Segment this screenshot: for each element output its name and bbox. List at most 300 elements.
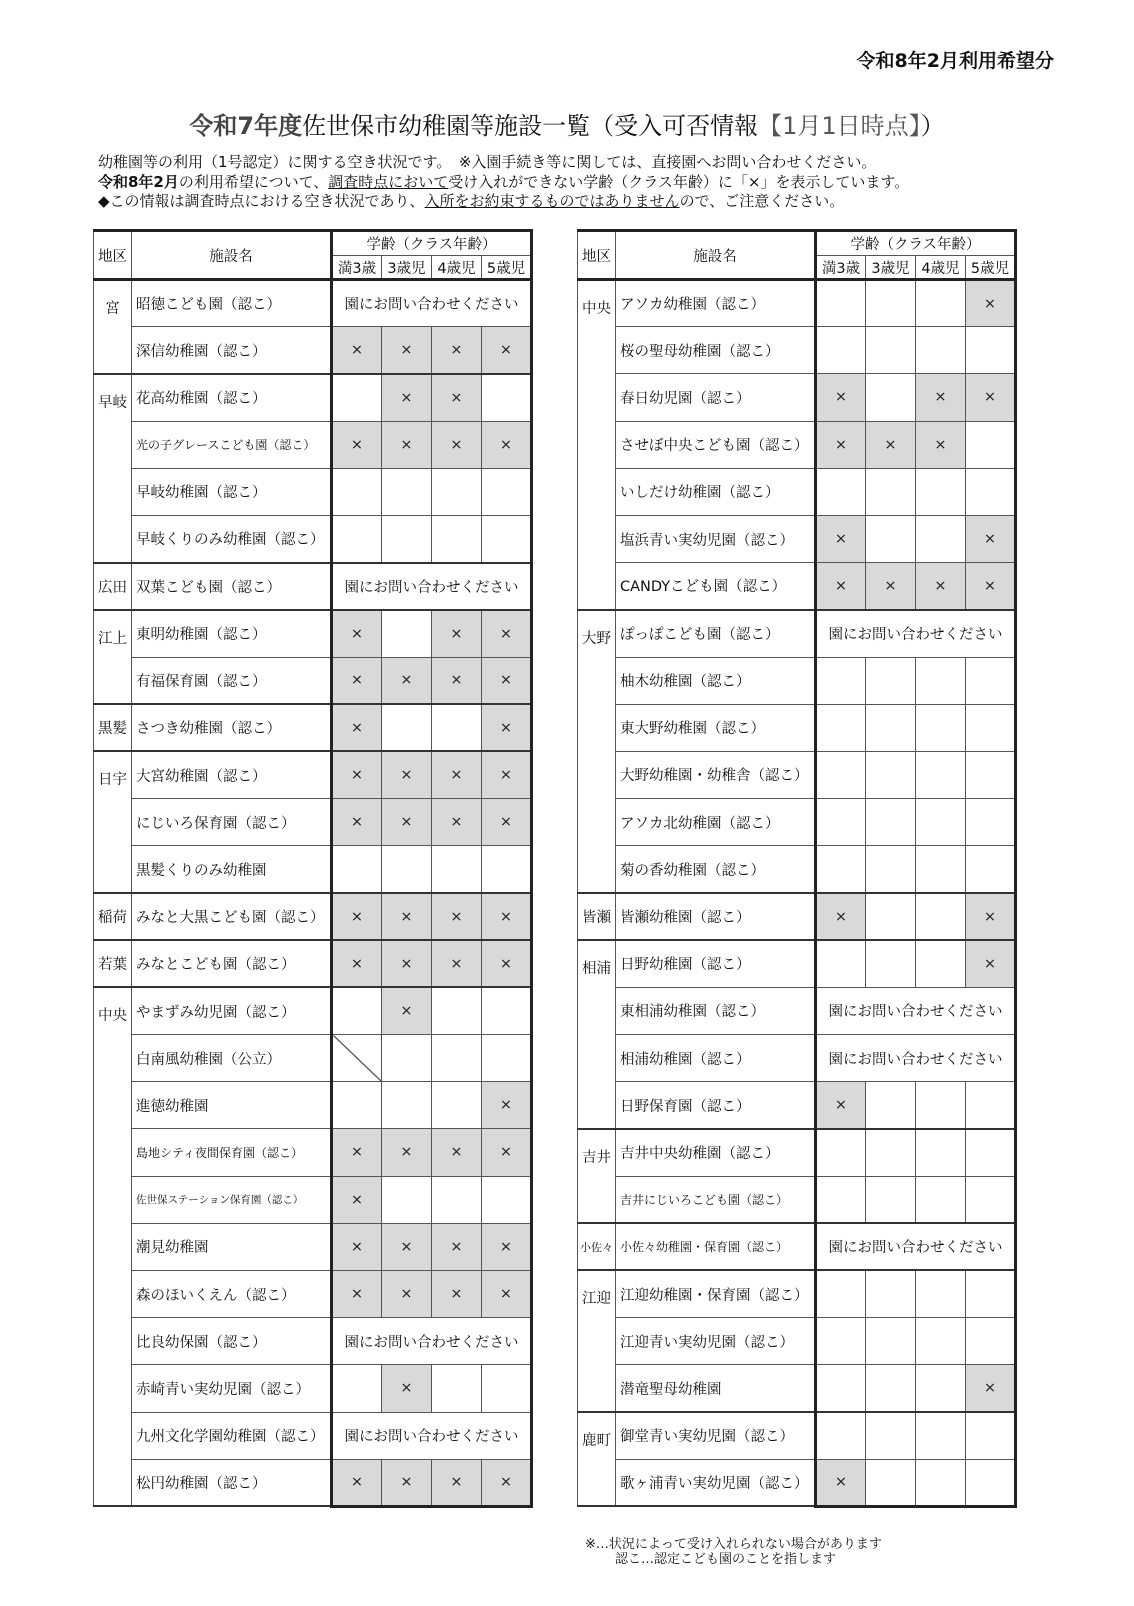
age-cell: [916, 1129, 966, 1176]
age-cell: [866, 1459, 916, 1506]
age-cell: [916, 657, 966, 704]
contact-facility-note: 園にお問い合わせください: [332, 1318, 532, 1365]
column-header-facility: 施設名: [616, 231, 816, 280]
age-cell: [382, 704, 432, 751]
facility-name: 大野幼稚園・幼稚舎（認こ）: [616, 751, 816, 798]
facility-name: 日野幼稚園（認こ）: [616, 940, 816, 987]
target-month-label: 令和8年2月利用希望分: [856, 50, 1054, 72]
column-header-age: 4歳児: [916, 256, 966, 280]
age-cell: [816, 1129, 866, 1176]
facility-row: [94, 1082, 532, 1129]
age-cell: [916, 1412, 966, 1459]
age-cell: [966, 1318, 1016, 1365]
age-cell: [332, 1365, 382, 1412]
age-cell: [816, 468, 866, 515]
column-header-age: 満3歳: [332, 256, 382, 280]
full-mark: ×: [966, 940, 1016, 987]
age-cell: [966, 1270, 1016, 1317]
age-cell: [816, 1412, 866, 1459]
region-cell: 皆瀬: [578, 893, 616, 940]
full-mark: ×: [332, 940, 382, 987]
facility-row: [578, 799, 1016, 846]
facility-row: [578, 280, 1016, 327]
full-mark: ×: [432, 751, 482, 798]
facility-name: 進徳幼稚園: [132, 1082, 332, 1129]
footnote-line-2: 認こ…認定こども園のことを指します: [615, 1552, 837, 1567]
facility-row: [578, 421, 1016, 468]
facility-row: [94, 1459, 532, 1506]
facility-row: [578, 751, 1016, 798]
facility-name: 歌ヶ浦青い実幼児園（認こ）: [616, 1459, 816, 1506]
facility-row: [94, 468, 532, 515]
facility-name: 菊の香幼稚園（認こ）: [616, 846, 816, 893]
facility-row: [94, 1223, 532, 1270]
full-mark: ×: [966, 280, 1016, 327]
region-cell: 早岐: [94, 374, 132, 563]
age-cell: [816, 1365, 866, 1412]
age-cell: [916, 515, 966, 562]
facility-name: 早岐幼稚園（認こ）: [132, 468, 332, 515]
full-mark: ×: [332, 657, 382, 704]
full-mark: ×: [432, 799, 482, 846]
page-title: 令和7年度佐世保市幼稚園等施設一覧（受入可否情報【1月1日時点】）: [189, 112, 945, 140]
contact-facility-note: 園にお問い合わせください: [816, 610, 1016, 657]
region-cell: 吉井: [578, 1129, 616, 1223]
facility-name: やまずみ幼児園（認こ）: [132, 987, 332, 1034]
age-cell: [866, 280, 916, 327]
facility-row: [578, 987, 1016, 1034]
age-cell: [916, 751, 966, 798]
age-cell: [966, 1082, 1016, 1129]
full-mark: ×: [382, 657, 432, 704]
age-cell: [432, 1035, 482, 1082]
age-cell: [816, 799, 866, 846]
facility-row: [578, 563, 1016, 610]
full-mark: ×: [382, 1129, 432, 1176]
age-cell: [916, 1365, 966, 1412]
age-cell: [916, 1270, 966, 1317]
full-mark: ×: [482, 1129, 532, 1176]
facility-name: 春日幼児園（認こ）: [616, 374, 816, 421]
age-cell: [916, 704, 966, 751]
facility-row: [94, 421, 532, 468]
column-header-age-group: 学齢（クラス年齢）: [332, 231, 532, 256]
full-mark: ×: [482, 940, 532, 987]
age-cell: [816, 751, 866, 798]
full-mark: ×: [816, 374, 866, 421]
facility-name: 御堂青い実幼児園（認こ）: [616, 1412, 816, 1459]
facility-row: [578, 1035, 1016, 1082]
column-header-region: 地区: [94, 231, 132, 280]
full-mark: ×: [332, 1459, 382, 1506]
facility-row: [94, 1412, 532, 1459]
facility-row: [578, 374, 1016, 421]
age-cell: [332, 1082, 382, 1129]
age-cell: [432, 515, 482, 562]
full-mark: ×: [482, 1270, 532, 1317]
full-mark: ×: [382, 374, 432, 421]
age-cell: [966, 751, 1016, 798]
facility-name: 吉井にじいろこども園（認こ）: [616, 1176, 816, 1223]
facility-row: [94, 846, 532, 893]
facility-row: [578, 1459, 1016, 1506]
age-cell: [916, 1318, 966, 1365]
facility-row: [94, 563, 532, 610]
age-cell: [866, 1176, 916, 1223]
full-mark: ×: [332, 421, 382, 468]
full-mark: ×: [332, 327, 382, 374]
full-mark: ×: [382, 893, 432, 940]
full-mark: ×: [432, 374, 482, 421]
age-cell: [966, 704, 1016, 751]
age-cell: [916, 846, 966, 893]
age-cell: [866, 940, 916, 987]
age-cell: [432, 987, 482, 1034]
age-cell: [332, 846, 382, 893]
full-mark: ×: [332, 704, 382, 751]
full-mark: ×: [382, 1223, 432, 1270]
facility-name: アソカ幼稚園（認こ）: [616, 280, 816, 327]
facility-name: アソカ北幼稚園（認こ）: [616, 799, 816, 846]
not-applicable-cell: [332, 1035, 382, 1082]
age-cell: [966, 657, 1016, 704]
full-mark: ×: [382, 940, 432, 987]
age-cell: [866, 799, 916, 846]
full-mark: ×: [816, 563, 866, 610]
age-cell: [916, 327, 966, 374]
facility-row: [94, 657, 532, 704]
facility-name: みなとこども園（認こ）: [132, 940, 332, 987]
full-mark: ×: [332, 610, 382, 657]
column-header-region: 地区: [578, 231, 616, 280]
facility-row: [94, 1129, 532, 1176]
age-cell: [816, 327, 866, 374]
age-cell: [966, 1412, 1016, 1459]
column-header-age: 3歳児: [382, 256, 432, 280]
age-cell: [866, 1412, 916, 1459]
facility-row: [578, 515, 1016, 562]
age-cell: [332, 515, 382, 562]
facility-row: [578, 893, 1016, 940]
facility-name: 双葉こども園（認こ）: [132, 563, 332, 610]
full-mark: ×: [382, 799, 432, 846]
full-mark: ×: [432, 1223, 482, 1270]
region-cell: 広田: [94, 563, 132, 610]
column-header-age: 満3歳: [816, 256, 866, 280]
contact-facility-note: 園にお問い合わせください: [332, 1412, 532, 1459]
age-cell: [866, 1365, 916, 1412]
full-mark: ×: [382, 987, 432, 1034]
age-cell: [916, 280, 966, 327]
full-mark: ×: [432, 610, 482, 657]
facility-row: [94, 1035, 532, 1082]
facility-row: [578, 468, 1016, 515]
age-cell: [866, 846, 916, 893]
full-mark: ×: [916, 374, 966, 421]
age-cell: [816, 704, 866, 751]
full-mark: ×: [816, 421, 866, 468]
age-cell: [916, 1082, 966, 1129]
age-cell: [966, 1459, 1016, 1506]
age-cell: [332, 987, 382, 1034]
facility-name: いしだけ幼稚園（認こ）: [616, 468, 816, 515]
full-mark: ×: [382, 1365, 432, 1412]
full-mark: ×: [382, 1270, 432, 1317]
age-cell: [866, 893, 916, 940]
note-line-3: ◆この情報は調査時点における空き状況であり、入所をお約束するものではありませんので、ご注意ください。: [98, 192, 845, 210]
age-cell: [382, 1176, 432, 1223]
age-cell: [482, 515, 532, 562]
age-cell: [432, 468, 482, 515]
age-cell: [482, 1365, 532, 1412]
facility-name: 吉井中央幼稚園（認こ）: [616, 1129, 816, 1176]
facility-name: 松円幼稚園（認こ）: [132, 1459, 332, 1506]
age-cell: [332, 468, 382, 515]
facility-row: [578, 1082, 1016, 1129]
full-mark: ×: [482, 327, 532, 374]
age-cell: [382, 846, 432, 893]
facility-name: 相浦幼稚園（認こ）: [616, 1035, 816, 1082]
full-mark: ×: [332, 799, 382, 846]
facility-name: にじいろ保育園（認こ）: [132, 799, 332, 846]
age-cell: [966, 1176, 1016, 1223]
age-cell: [966, 799, 1016, 846]
left-facility-table: [93, 229, 533, 1508]
facility-row: [94, 893, 532, 940]
age-cell: [482, 374, 532, 421]
facility-name: 有福保育園（認こ）: [132, 657, 332, 704]
region-cell: 黒髪: [94, 704, 132, 751]
region-cell: 江上: [94, 610, 132, 704]
facility-name: 塩浜青い実幼児園（認こ）: [616, 515, 816, 562]
footnote-line-1: ※…状況によって受け入れられない場合があります: [585, 1537, 882, 1552]
age-cell: [966, 421, 1016, 468]
region-cell: 中央: [94, 987, 132, 1506]
facility-row: [578, 704, 1016, 751]
full-mark: ×: [866, 563, 916, 610]
facility-name: 深信幼稚園（認こ）: [132, 327, 332, 374]
note-line-1: 幼稚園等の利用（1号認定）に関する空き状況です。 ※入園手続き等に関しては、直接園へお問い合わせください。: [98, 153, 877, 171]
facility-row: [578, 657, 1016, 704]
facility-row: [578, 1412, 1016, 1459]
age-cell: [866, 374, 916, 421]
region-cell: 中央: [578, 280, 616, 610]
facility-name: 九州文化学園幼稚園（認こ）: [132, 1412, 332, 1459]
full-mark: ×: [482, 1459, 532, 1506]
age-cell: [382, 468, 432, 515]
facility-row: [94, 799, 532, 846]
full-mark: ×: [432, 421, 482, 468]
full-mark: ×: [332, 1129, 382, 1176]
age-cell: [916, 893, 966, 940]
age-cell: [432, 704, 482, 751]
full-mark: ×: [332, 1176, 382, 1223]
age-cell: [866, 515, 916, 562]
facility-row: [94, 1365, 532, 1412]
age-cell: [482, 468, 532, 515]
full-mark: ×: [382, 751, 432, 798]
full-mark: ×: [482, 1082, 532, 1129]
full-mark: ×: [382, 421, 432, 468]
facility-row: [578, 1223, 1016, 1270]
full-mark: ×: [432, 1459, 482, 1506]
full-mark: ×: [916, 421, 966, 468]
age-cell: [816, 280, 866, 327]
facility-row: [94, 987, 532, 1034]
age-cell: [482, 1035, 532, 1082]
facility-row: [94, 327, 532, 374]
full-mark: ×: [482, 893, 532, 940]
age-cell: [866, 704, 916, 751]
region-cell: 宮: [94, 280, 132, 374]
full-mark: ×: [966, 1365, 1016, 1412]
facility-name: させぼ中央こども園（認こ）: [616, 421, 816, 468]
column-header-age: 5歳児: [482, 256, 532, 280]
age-cell: [966, 468, 1016, 515]
region-cell: 日宇: [94, 751, 132, 893]
facility-name: 東大野幼稚園（認こ）: [616, 704, 816, 751]
facility-name: 江迎幼稚園・保育園（認こ）: [616, 1270, 816, 1317]
age-cell: [966, 846, 1016, 893]
facility-name: 島地シティ夜間保育園（認こ）: [132, 1129, 332, 1176]
full-mark: ×: [966, 563, 1016, 610]
age-cell: [816, 657, 866, 704]
facility-row: [94, 1176, 532, 1223]
column-header-age: 4歳児: [432, 256, 482, 280]
age-cell: [866, 1318, 916, 1365]
facility-row: [94, 610, 532, 657]
facility-name: 花高幼稚園（認こ）: [132, 374, 332, 421]
header-row: [94, 231, 532, 256]
full-mark: ×: [432, 1129, 482, 1176]
column-header-age: 5歳児: [966, 256, 1016, 280]
age-cell: [916, 799, 966, 846]
facility-name: 東相浦幼稚園（認こ）: [616, 987, 816, 1034]
full-mark: ×: [382, 1459, 432, 1506]
age-cell: [382, 1082, 432, 1129]
full-mark: ×: [816, 515, 866, 562]
contact-facility-note: 園にお問い合わせください: [332, 563, 532, 610]
facility-name: 江迎青い実幼児園（認こ）: [616, 1318, 816, 1365]
full-mark: ×: [482, 421, 532, 468]
age-cell: [432, 1176, 482, 1223]
facility-row: [578, 327, 1016, 374]
full-mark: ×: [332, 751, 382, 798]
full-mark: ×: [432, 893, 482, 940]
facility-name: 大宮幼稚園（認こ）: [132, 751, 332, 798]
facility-row: [94, 751, 532, 798]
full-mark: ×: [482, 657, 532, 704]
facility-name: 黒髪くりのみ幼稚園: [132, 846, 332, 893]
contact-facility-note: 園にお問い合わせください: [816, 987, 1016, 1034]
age-cell: [332, 374, 382, 421]
full-mark: ×: [432, 1270, 482, 1317]
age-cell: [382, 1035, 432, 1082]
facility-row: [578, 846, 1016, 893]
full-mark: ×: [332, 893, 382, 940]
facility-row: [94, 515, 532, 562]
full-mark: ×: [966, 515, 1016, 562]
age-cell: [382, 610, 432, 657]
region-cell: 小佐々: [578, 1223, 616, 1270]
region-cell: 大野: [578, 610, 616, 893]
full-mark: ×: [482, 704, 532, 751]
age-cell: [482, 846, 532, 893]
full-mark: ×: [482, 799, 532, 846]
full-mark: ×: [432, 657, 482, 704]
facility-name: ぽっぽこども園（認こ）: [616, 610, 816, 657]
facility-name: 昭徳こども園（認こ）: [132, 280, 332, 327]
age-cell: [866, 1129, 916, 1176]
full-mark: ×: [816, 1459, 866, 1506]
age-cell: [916, 468, 966, 515]
column-header-age-group: 学齢（クラス年齢）: [816, 231, 1016, 256]
full-mark: ×: [916, 563, 966, 610]
contact-facility-note: 園にお問い合わせください: [816, 1035, 1016, 1082]
facility-name: さつき幼稚園（認こ）: [132, 704, 332, 751]
full-mark: ×: [866, 421, 916, 468]
facility-name: 日野保育園（認こ）: [616, 1082, 816, 1129]
facility-name: 早岐くりのみ幼稚園（認こ）: [132, 515, 332, 562]
facility-name: 潜竜聖母幼稚園: [616, 1365, 816, 1412]
full-mark: ×: [816, 1082, 866, 1129]
age-cell: [816, 1318, 866, 1365]
age-cell: [866, 1082, 916, 1129]
full-mark: ×: [432, 940, 482, 987]
facility-row: [578, 1176, 1016, 1223]
age-cell: [816, 846, 866, 893]
facility-name: みなと大黒こども園（認こ）: [132, 893, 332, 940]
age-cell: [966, 327, 1016, 374]
contact-facility-note: 園にお問い合わせください: [332, 280, 532, 327]
contact-facility-note: 園にお問い合わせください: [816, 1223, 1016, 1270]
facility-name: 柚木幼稚園（認こ）: [616, 657, 816, 704]
facility-name: 佐世保ステーション保育園（認こ）: [132, 1176, 332, 1223]
age-cell: [816, 1176, 866, 1223]
note-line-2: 令和8年2月の利用希望について、調査時点において受け入れができない学齢（クラス年齢）に「×」を表示しています。: [98, 173, 910, 191]
facility-name: 皆瀬幼稚園（認こ）: [616, 893, 816, 940]
facility-name: 比良幼保園（認こ）: [132, 1318, 332, 1365]
region-cell: 江迎: [578, 1270, 616, 1412]
column-header-facility: 施設名: [132, 231, 332, 280]
age-cell: [432, 846, 482, 893]
facility-row: [94, 280, 532, 327]
age-cell: [432, 1365, 482, 1412]
facility-row: [94, 1318, 532, 1365]
full-mark: ×: [966, 374, 1016, 421]
age-cell: [916, 1459, 966, 1506]
full-mark: ×: [816, 893, 866, 940]
age-cell: [816, 1270, 866, 1317]
facility-name: CANDYこども園（認こ）: [616, 563, 816, 610]
column-header-age: 3歳児: [866, 256, 916, 280]
facility-row: [578, 1318, 1016, 1365]
facility-name: 森のほいくえん（認こ）: [132, 1270, 332, 1317]
facility-name: 光の子グレースこども園（認こ）: [132, 421, 332, 468]
facility-row: [94, 704, 532, 751]
age-cell: [816, 940, 866, 987]
full-mark: ×: [382, 327, 432, 374]
full-mark: ×: [482, 1223, 532, 1270]
facility-row: [94, 1270, 532, 1317]
facility-row: [94, 374, 532, 421]
full-mark: ×: [332, 1223, 382, 1270]
region-cell: 鹿町: [578, 1412, 616, 1506]
facility-name: 赤崎青い実幼児園（認こ）: [132, 1365, 332, 1412]
full-mark: ×: [482, 751, 532, 798]
facility-name: 桜の聖母幼稚園（認こ）: [616, 327, 816, 374]
age-cell: [866, 657, 916, 704]
